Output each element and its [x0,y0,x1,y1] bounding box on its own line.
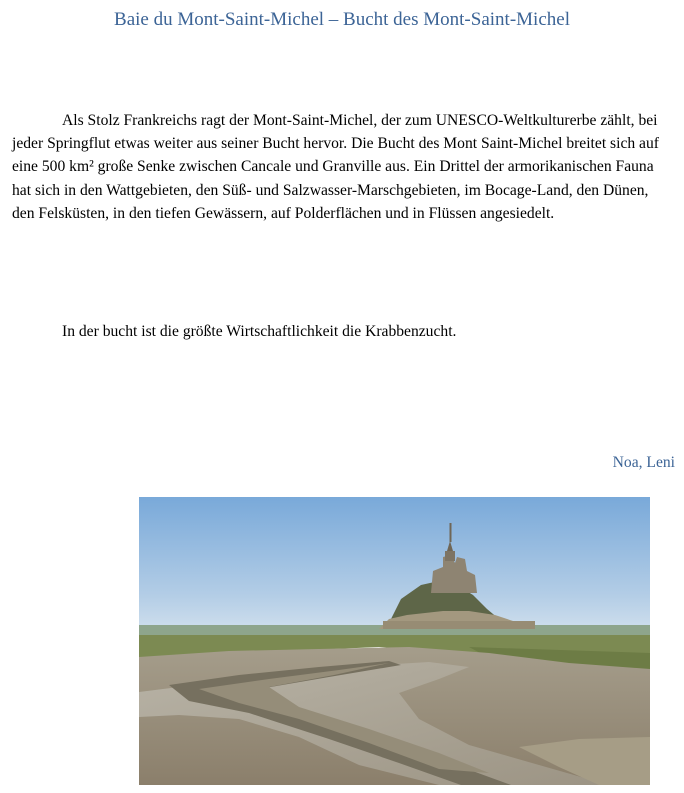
author-credit: Noa, Leni [612,454,675,471]
mont-saint-michel-photo [139,497,650,785]
paragraph-economy: In der bucht ist die größte Wirtschaftlichkeit die Krabbenzucht. [62,323,457,340]
page-title: Baie du Mont-Saint-Michel – Bucht des Mont-Saint-Michel [114,9,570,30]
paragraph-intro: Als Stolz Frankreichs ragt der Mont-Saint-Michel, der zum UNESCO-Weltkulturerbe zählt, bei jeder Springflut etwas weiter aus seiner Bucht hervor. Die Bucht des Mont Saint-Michel breitet sich auf eine 500 km² große Senke zwischen Cancale und Granville aus. Ein Drittel der armorikanischen Fauna hat sich in den Wattgebieten, den Süß- und Salzwasser-Marschgebieten, im Bocage-Land, den Dünen, den Felsküsten, in den tiefen Gewässern, auf Polderflächen und in Flüssen angesiedelt. [12,112,659,222]
